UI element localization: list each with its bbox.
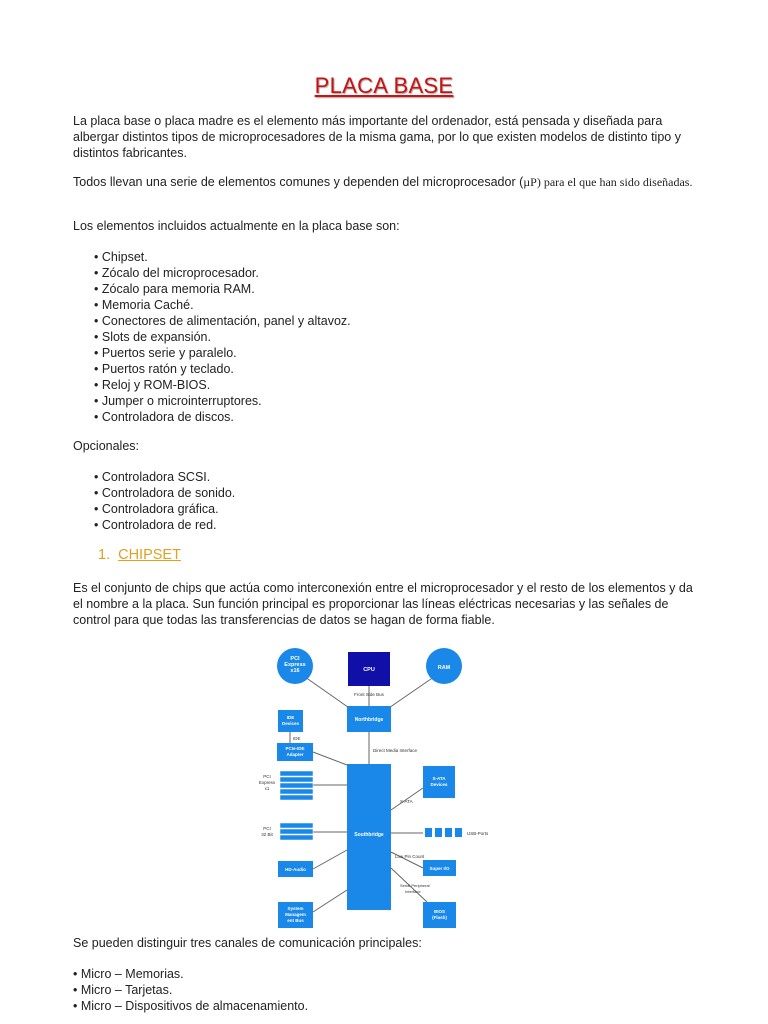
list-item: • Memoria Caché. — [94, 297, 351, 313]
usb-ports-icons — [425, 828, 462, 837]
sata-label: S-ATA — [400, 799, 413, 804]
pci-32bit-slots — [280, 823, 313, 840]
list-item: • Reloj y ROM-BIOS. — [94, 377, 351, 393]
sata-devices-label: S-ATA — [432, 776, 446, 781]
list-item: • Zócalo para memoria RAM. — [94, 281, 351, 297]
list-item: • Micro – Dispositivos de almacenamiento. — [73, 998, 308, 1014]
pcie-ide-adapter-label: Adapter — [286, 752, 304, 757]
ide-devices-label: Devices — [281, 721, 300, 726]
chipset-diagram — [255, 640, 525, 930]
list-item: • Micro – Tarjetas. — [73, 982, 308, 998]
pci-express-x1-label: Express — [258, 780, 276, 785]
list-item: • Chipset. — [94, 249, 351, 265]
chipset-paragraph: Es el conjunto de chips que actúa como interconexión entre el microprocesador y el resto de los elementos y da el nombre a la placa. Sun función principal es proporcionar las líneas eléctricas necesarias y las señales de control para que todas las transferencias de datos se hagan de forma fiable. — [73, 581, 693, 627]
list-item: • Jumper o microinterruptores. — [94, 393, 351, 409]
included-list — [94, 249, 351, 425]
pci-express-x16-label: Express — [284, 662, 306, 668]
front-side-bus-label: Front Side Bus — [354, 692, 384, 697]
bios-flash-label: BIOS — [433, 909, 446, 914]
intro-paragraph: La placa base o placa madre es el elemento más importante del ordenador, está pensada y diseñada para albergar distintos tipos de microprocesadores de la misma gama, por lo que existen modelos de distinto tipo y distintos fabricantes. — [73, 114, 681, 160]
system-management-bus-label: ent Bus — [287, 918, 304, 923]
usb-ports-label: USB-Ports — [467, 831, 489, 836]
pci-express-x16-label: PCI — [290, 656, 300, 662]
section-number: 1. — [98, 547, 111, 563]
ide-label: IDE — [293, 736, 301, 741]
list-item: • Slots de expansión. — [94, 329, 351, 345]
channels-label: Se pueden distinguir tres canales de comunicación principales: — [73, 936, 422, 950]
included-label: Los elementos incluidos actualmente en la placa base son: — [73, 219, 400, 233]
northbridge-label: Northbridge — [354, 717, 384, 723]
bios-flash-label: (Flash) — [432, 915, 447, 920]
optional-label: Opcionales: — [73, 439, 140, 453]
list-item: • Controladora de red. — [94, 517, 235, 533]
common-elements-paragraph — [73, 174, 703, 190]
list-item: • Conectores de alimentación, panel y altavoz. — [94, 313, 351, 329]
southbridge-label: Southbridge — [354, 832, 384, 838]
pci-express-x16-label: x16 — [290, 668, 300, 674]
page-title: PLACA BASE — [314, 73, 454, 98]
ide-devices-label: IDE — [286, 715, 295, 720]
pci-express-x1-label: x1 — [264, 786, 270, 791]
list-item: • Micro – Memorias. — [73, 966, 308, 982]
list-item: • Controladora gráfica. — [94, 501, 235, 517]
sata-devices-label: Devices — [430, 782, 448, 787]
common-text-serif: µP) para el que han sido diseñadas. — [523, 175, 693, 189]
pci-32bit-label: 32 Bit — [261, 832, 273, 837]
ram-label: RAM — [437, 665, 451, 671]
super-io-label: Super I/O — [429, 866, 450, 871]
list-item: • Controladora SCSI. — [94, 469, 235, 485]
low-pin-count-label: Low Pin Count — [395, 854, 425, 859]
section-title: CHIPSET — [118, 547, 181, 563]
pci-express-x1-label: PCI — [263, 774, 271, 779]
serial-peripheral-label: Interface — [405, 889, 421, 894]
pcie-ide-adapter-label: PCIe-IDE — [285, 746, 305, 751]
serial-peripheral-label: Serial Peripheral — [400, 883, 430, 888]
list-item: • Controladora de sonido. — [94, 485, 235, 501]
system-management-bus-label: Managem — [285, 912, 306, 917]
cpu-label: CPU — [363, 667, 375, 673]
direct-media-interface-label: Direct Media Interface — [372, 748, 418, 753]
list-item: • Zócalo del microprocesador. — [94, 265, 351, 281]
list-item: • Puertos ratón y teclado. — [94, 361, 351, 377]
common-text: Todos llevan una serie de elementos comunes y dependen del microprocesador ( — [73, 175, 524, 189]
channels-list — [73, 966, 308, 1014]
list-item: • Puertos serie y paralelo. — [94, 345, 351, 361]
pci-32bit-label: PCI — [263, 826, 271, 831]
system-management-bus-label: System — [287, 906, 304, 911]
hd-audio-label: HD-Audio — [285, 867, 306, 872]
section-heading-chipset — [98, 547, 181, 563]
optional-list — [94, 469, 235, 533]
pci-express-x1-slots — [280, 771, 313, 800]
list-item: • Controladora de discos. — [94, 409, 351, 425]
